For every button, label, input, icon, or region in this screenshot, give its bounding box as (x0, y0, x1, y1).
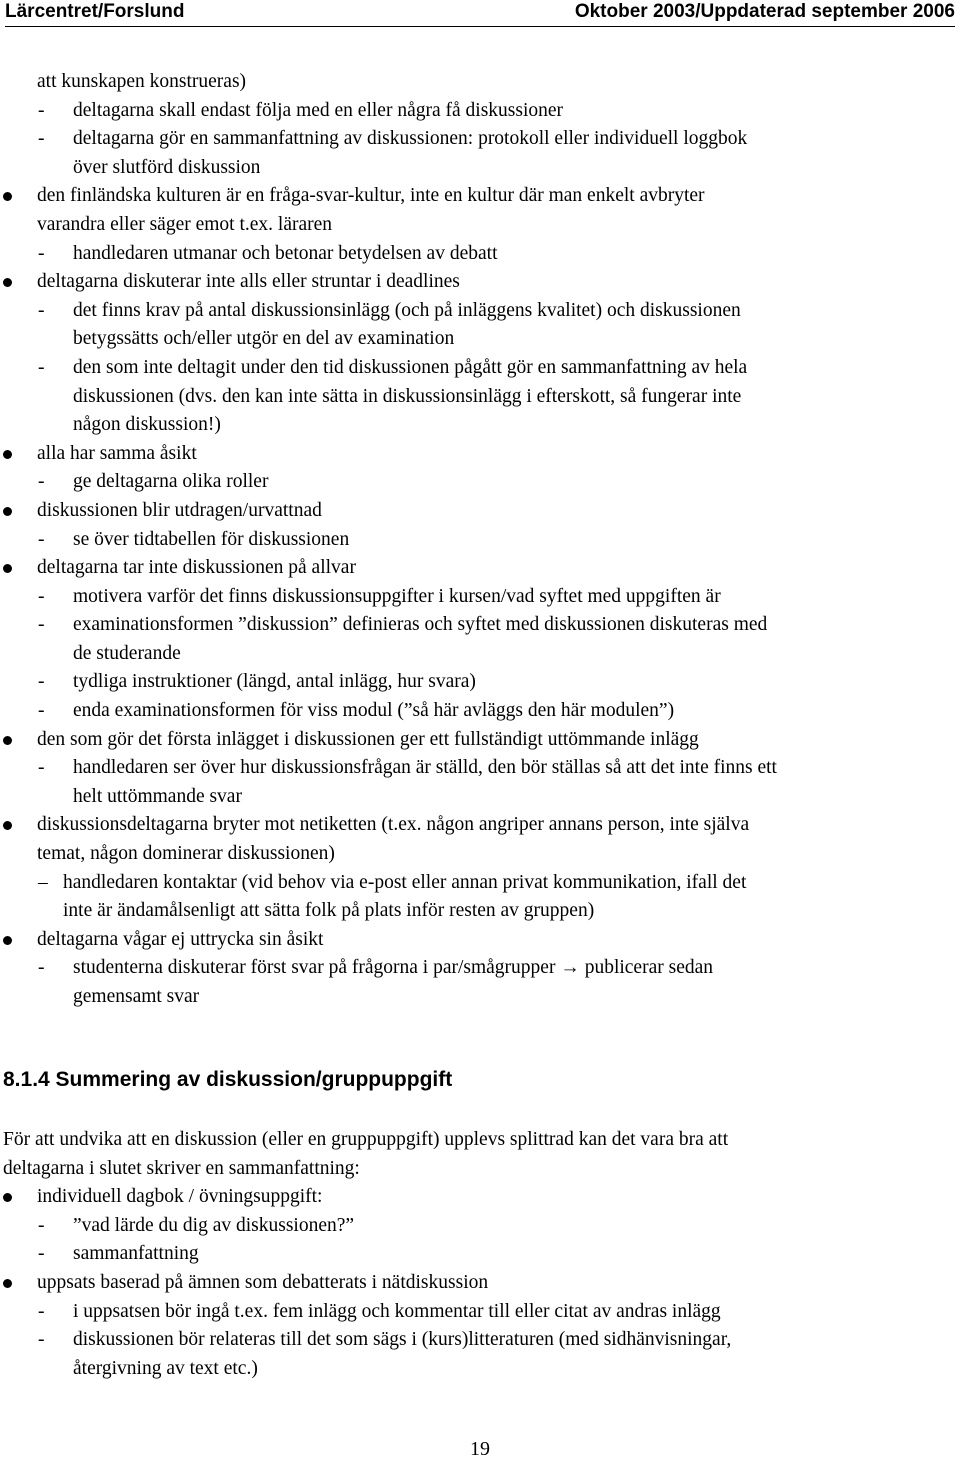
bullet-item (0, 268, 960, 297)
section-heading: 8.1.4 Summering av diskussion/gruppuppgift (3, 1068, 453, 1091)
bullet-item (0, 497, 960, 526)
bullet-icon (3, 936, 12, 945)
bullet-item (0, 440, 960, 469)
line-text: tydliga instruktioner (längd, antal inlägg, hur svara) (73, 671, 476, 693)
continuation-line (0, 411, 960, 440)
dash-marker-icon: - (38, 242, 45, 264)
line-text: handledaren ser över hur diskussionsfrågan är ställd, den bör ställas så att det inte finns ett (73, 757, 777, 779)
page-number: 19 (470, 1438, 490, 1460)
line-text: se över tidtabellen för diskussionen (73, 528, 350, 550)
bullet-icon (3, 507, 12, 516)
bullet-item (0, 554, 960, 583)
bullet-icon (3, 450, 12, 459)
dash-marker-icon: - (38, 957, 45, 979)
continuation-line (0, 640, 960, 669)
dash-item (0, 97, 960, 126)
line-text: motivera varför det finns diskussionsuppgifter i kursen/vad syftet med uppgiften är (73, 585, 721, 607)
dash-item (0, 526, 960, 555)
dash-item (0, 468, 960, 497)
line-text: diskussionen blir utdragen/urvattnad (37, 499, 322, 521)
line-text: enda examinationsformen för viss modul (”så här avläggs den här modulen”) (73, 700, 675, 722)
line-text: den som gör det första inlägget i diskussionen ger ett fullständigt uttömmande inlägg (37, 728, 699, 750)
line-text: handledaren utmanar och betonar betydelsen av debatt (73, 242, 498, 264)
line-text: gemensamt svar (73, 986, 200, 1007)
bullet-icon (3, 821, 12, 830)
dash-marker-icon: - (38, 671, 45, 693)
bullet-item (0, 726, 960, 755)
dash-marker-icon: - (38, 299, 45, 321)
line-text: ”vad lärde du dig av diskussionen?” (73, 1214, 355, 1236)
line-text: deltagarna i slutet skriver en sammanfattning: (3, 1157, 360, 1179)
dash-marker-icon: - (38, 356, 45, 378)
dash-item (0, 354, 960, 383)
dash-item (0, 869, 960, 898)
line-text: temat, någon dominerar diskussionen) (37, 843, 335, 865)
line-text: För att undvika att en diskussion (eller en gruppuppgift) upplevs splittrad kan det vara bra att (3, 1129, 729, 1150)
line-text: studenterna diskuterar först svar på frågorna i par/smågrupper → publicerar sedan (73, 957, 714, 979)
continuation-line (0, 1155, 960, 1184)
dash-marker-icon: - (38, 1329, 45, 1351)
line-text: examinationsformen ”diskussion” definieras och syftet med diskussionen diskuteras med (73, 614, 768, 636)
bullet-item (0, 926, 960, 955)
dash-item (0, 754, 960, 783)
bullet-item (0, 182, 960, 211)
line-text: varandra eller säger emot t.ex. läraren (37, 213, 333, 235)
dash-item (0, 1298, 960, 1327)
header-left-text: Lärcentret/Forslund (5, 1, 185, 22)
bullet-icon (3, 192, 12, 201)
continuation-line (0, 325, 960, 354)
line-text: individuell dagbok / övningsuppgift: (37, 1186, 323, 1208)
dash-marker-icon: - (38, 1300, 45, 1322)
continuation-line (0, 383, 960, 412)
page-header (5, 0, 955, 27)
dash-marker-icon: - (38, 585, 45, 607)
line-text: deltagarna skall endast följa med en eller några få diskussioner (73, 99, 564, 121)
continuation-line (0, 1126, 960, 1155)
continuation-line (0, 154, 960, 183)
line-text: deltagarna tar inte diskussionen på allvar (37, 557, 356, 579)
bullet-icon (3, 564, 12, 573)
continuation-line (0, 983, 960, 1012)
continuation-line (0, 68, 960, 97)
bullet-icon (3, 1279, 12, 1288)
line-text: diskussionen (dvs. den kan inte sätta in diskussionsinlägg i efterskott, så fungerar inte (73, 385, 742, 407)
dash-item (0, 697, 960, 726)
dash-marker-icon: - (38, 99, 45, 121)
continuation-line (0, 211, 960, 240)
dash-marker-icon: - (38, 757, 45, 779)
dash-item (0, 1240, 960, 1269)
line-text: betygssätts och/eller utgör en del av examination (73, 328, 455, 350)
summary-section (0, 1126, 960, 1383)
dash-marker-icon: - (38, 614, 45, 636)
line-text: i uppsatsen bör ingå t.ex. fem inlägg och kommentar till eller citat av andras inlägg (73, 1300, 721, 1322)
header-right-text: Oktober 2003/Uppdaterad september 2006 (574, 1, 955, 22)
dash-marker-icon: - (38, 471, 45, 493)
continuation-line (0, 1355, 960, 1384)
dash-item (0, 668, 960, 697)
continuation-line (0, 897, 960, 926)
dash-marker-icon: - (38, 1243, 45, 1265)
line-text: deltagarna gör en sammanfattning av diskussionen: protokoll eller individuell loggbok (73, 128, 748, 150)
dash-item (0, 954, 960, 983)
dash-item (0, 1212, 960, 1241)
dash-marker-icon: - (38, 1214, 45, 1236)
line-text: den finländska kulturen är en fråga-svar-kultur, inte en kultur där man enkelt avbryter (37, 185, 705, 207)
continuation-line (0, 783, 960, 812)
bullet-item (0, 811, 960, 840)
bullet-icon (3, 1193, 12, 1202)
dash-item (0, 1326, 960, 1355)
line-text: någon diskussion!) (73, 414, 221, 436)
bullet-item (0, 1269, 960, 1298)
line-text: deltagarna vågar ej uttrycka sin åsikt (37, 928, 324, 950)
continuation-line (0, 840, 960, 869)
line-text: handledaren kontaktar (vid behov via e-post eller annan privat kommunikation, ifall det (63, 871, 747, 893)
line-text: alla har samma åsikt (37, 442, 197, 464)
line-text: de studerande (73, 642, 181, 664)
line-text: sammanfattning (73, 1243, 199, 1265)
line-text: över slutförd diskussion (73, 156, 261, 178)
main-content (0, 68, 960, 1012)
line-text: helt uttömmande svar (73, 785, 242, 807)
line-text: ge deltagarna olika roller (73, 471, 269, 493)
line-text: diskussionen bör relateras till det som sägs i (kurs)litteraturen (med sidhänvisningar, (73, 1329, 732, 1351)
line-text: det finns krav på antal diskussionsinlägg (och på inläggens kvalitet) och diskussionen (73, 299, 741, 321)
dash-item (0, 611, 960, 640)
bullet-item (0, 1183, 960, 1212)
line-text: deltagarna diskuterar inte alls eller struntar i deadlines (37, 271, 460, 293)
dash-marker-icon: - (38, 528, 45, 550)
line-text: uppsats baserad på ämnen som debatterats i nätdiskussion (37, 1271, 489, 1293)
dash-marker-icon: - (38, 128, 45, 150)
bullet-icon (3, 278, 12, 287)
line-text: inte är ändamålsenligt att sätta folk på plats inför resten av gruppen) (63, 900, 595, 922)
line-text: återgivning av text etc.) (73, 1357, 258, 1379)
line-text: den som inte deltagit under den tid diskussionen pågått gör en sammanfattning av hela (73, 356, 748, 378)
dash-item (0, 240, 960, 269)
dash-marker-icon: - (38, 700, 45, 722)
bullet-icon (3, 736, 12, 745)
line-text: diskussionsdeltagarna bryter mot netiketten (t.ex. någon angriper annans person, inte själva (37, 814, 750, 836)
dash-item (0, 125, 960, 154)
dash-item (0, 583, 960, 612)
dash-marker-icon: – (38, 871, 48, 893)
dash-item (0, 297, 960, 326)
line-text: att kunskapen konstrueras) (37, 71, 247, 92)
